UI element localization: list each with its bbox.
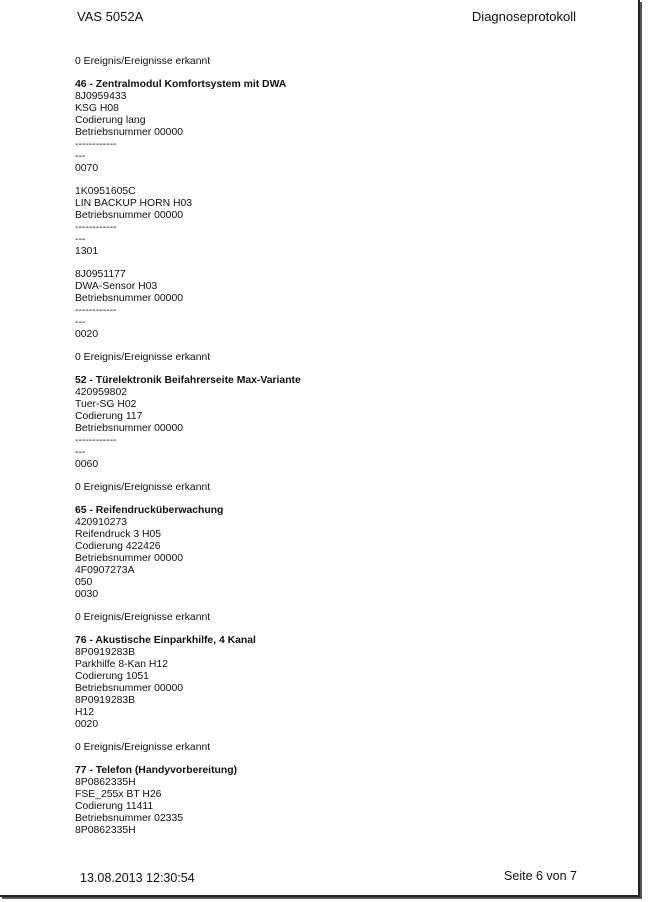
protocol-line: 1K0951605C xyxy=(75,186,136,197)
protocol-line: 8J0951177 xyxy=(75,269,126,280)
protocol-line: --- xyxy=(75,151,86,162)
header-app-name: VAS 5052A xyxy=(77,9,144,24)
protocol-line: 0020 xyxy=(75,329,99,340)
protocol-line: Codierung lang xyxy=(75,115,146,126)
protocol-content xyxy=(75,56,595,837)
protocol-line: LIN BACKUP HORN H03 xyxy=(75,198,193,209)
protocol-line: KSG H08 xyxy=(75,103,119,114)
spacer xyxy=(75,175,595,186)
protocol-line: --- xyxy=(75,317,86,328)
protocol-line: ------------ xyxy=(75,305,117,316)
module-heading: 52 - Türelektronik Beifahrerseite Max-Variante xyxy=(75,375,301,386)
spacer xyxy=(75,341,595,352)
spacer xyxy=(75,68,595,79)
protocol-line: 0 Ereignis/Ereignisse erkannt xyxy=(75,742,211,753)
protocol-line: 8P0862335H xyxy=(75,825,136,836)
protocol-line: Codierung 117 xyxy=(75,411,143,422)
protocol-line: 0020 xyxy=(75,719,99,730)
protocol-line: 0060 xyxy=(75,459,99,470)
module-heading: 77 - Telefon (Handyvorbereitung) xyxy=(75,765,238,776)
protocol-line: Betriebsnummer 00000 xyxy=(75,553,184,564)
protocol-line: 0 Ereignis/Ereignisse erkannt xyxy=(75,482,211,493)
spacer xyxy=(75,364,595,375)
protocol-line: ------------ xyxy=(75,222,117,233)
spacer xyxy=(75,601,595,612)
protocol-line: 4F0907273A xyxy=(75,565,135,576)
protocol-line: 420910273 xyxy=(75,517,128,528)
protocol-line: Betriebsnummer 00000 xyxy=(75,683,184,694)
footer-page-number: Seite 6 von 7 xyxy=(504,869,577,883)
protocol-line: 8J0959433 xyxy=(75,91,127,102)
protocol-line: --- xyxy=(75,447,86,458)
protocol-line: 1301 xyxy=(75,246,99,257)
protocol-line: Codierung 1051 xyxy=(75,671,149,682)
protocol-line: 8P0919283B xyxy=(75,647,136,658)
protocol-line: 0070 xyxy=(75,163,99,174)
protocol-line: Betriebsnummer 00000 xyxy=(75,210,184,221)
protocol-line: 8P0862335H xyxy=(75,777,136,788)
protocol-line: 0030 xyxy=(75,589,99,600)
protocol-line: Tuer-SG H02 xyxy=(75,399,137,410)
spacer xyxy=(75,624,595,635)
protocol-line: ------------ xyxy=(75,435,117,446)
module-heading: 76 - Akustische Einparkhilfe, 4 Kanal xyxy=(75,635,256,646)
protocol-line: Betriebsnummer 00000 xyxy=(75,293,184,304)
module-heading: 46 - Zentralmodul Komfortsystem mit DWA xyxy=(75,79,287,90)
protocol-line: 050 xyxy=(75,577,93,588)
protocol-line: FSE_255x BT H26 xyxy=(75,789,162,800)
protocol-line: Betriebsnummer 00000 xyxy=(75,127,184,138)
protocol-line: Betriebsnummer 00000 xyxy=(75,423,184,434)
protocol-line: 8P0919283B xyxy=(75,695,136,706)
module-heading: 65 - Reifendrucküberwachung xyxy=(75,505,224,516)
spacer xyxy=(75,471,595,482)
protocol-line: Parkhilfe 8-Kan H12 xyxy=(75,659,168,670)
protocol-line: Reifendruck 3 H05 xyxy=(75,529,162,540)
protocol-line: 0 Ereignis/Ereignisse erkannt xyxy=(75,612,211,623)
spacer xyxy=(75,754,595,765)
protocol-line: 0 Ereignis/Ereignisse erkannt xyxy=(75,352,211,363)
protocol-line: H12 xyxy=(75,707,95,718)
protocol-line: --- xyxy=(75,234,86,245)
protocol-line: Codierung 422426 xyxy=(75,541,161,552)
protocol-line: ------------ xyxy=(75,139,117,150)
protocol-line: 420959802 xyxy=(75,387,128,398)
spacer xyxy=(75,731,595,742)
spacer xyxy=(75,258,595,269)
spacer xyxy=(75,494,595,505)
protocol-line: 0 Ereignis/Ereignisse erkannt xyxy=(75,56,211,67)
protocol-line: Betriebsnummer 02335 xyxy=(75,813,184,824)
protocol-line: Codierung 11411 xyxy=(75,801,154,812)
footer-timestamp: 13.08.2013 12:30:54 xyxy=(80,871,195,885)
header-report-title: Diagnoseprotokoll xyxy=(471,9,576,24)
protocol-line: DWA-Sensor H03 xyxy=(75,281,158,292)
